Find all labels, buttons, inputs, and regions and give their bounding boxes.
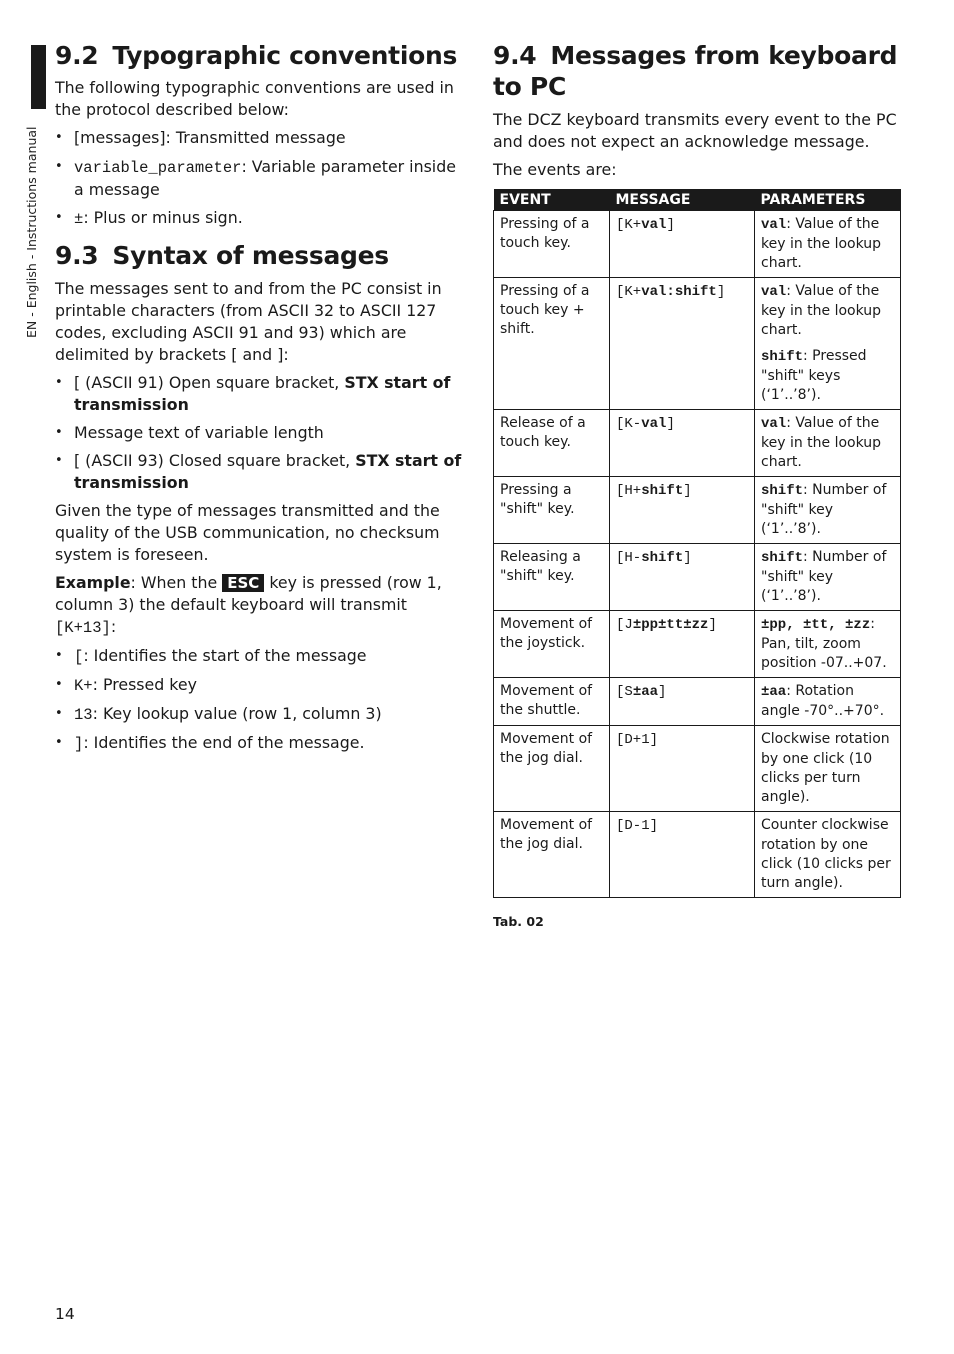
param-code: val <box>761 283 787 300</box>
table-caption: Tab. 02 <box>493 913 544 929</box>
list-item <box>55 703 465 726</box>
msg-pre: [J <box>616 616 633 633</box>
list-item <box>55 732 465 755</box>
parameters-cell <box>755 409 901 476</box>
example-label: Example <box>55 572 131 592</box>
message-cell <box>610 725 755 811</box>
param-entry <box>761 414 894 472</box>
table-row <box>494 277 901 409</box>
s94-intro: The DCZ keyboard transmits every event to the PC and does not expect an acknowledge message. <box>493 109 897 151</box>
msg-pre: [S <box>616 683 633 700</box>
event-cell: Pressing of a touch key. <box>494 210 610 277</box>
example-list <box>55 645 465 755</box>
parameters-cell <box>755 811 901 897</box>
table-row <box>494 610 901 677</box>
item-text: : Key lookup value (row 1, column 3) <box>92 703 382 723</box>
list-item <box>55 372 465 416</box>
table-row <box>494 409 901 476</box>
param-text: Clockwise rotation by one click (10 clicks per turn angle). <box>761 730 890 805</box>
section-9-2-heading <box>55 40 465 71</box>
msg-pre: [K+ <box>616 283 642 300</box>
table-row <box>494 811 901 897</box>
s93-intro: The messages sent to and from the PC consist in printable characters (from ASCII 32 to ASCII 127 codes, excluding ASCII 91 and 93) which are delimited by brackets [ and ]: <box>55 278 442 364</box>
item-text: : Variable parameter inside a message <box>74 157 456 200</box>
table-row <box>494 725 901 811</box>
list-item <box>55 422 465 444</box>
example-text: : When the <box>130 572 223 592</box>
item-text: : Plus or minus sign. <box>83 208 243 228</box>
table-row <box>494 476 901 543</box>
item-code: [ <box>74 647 84 666</box>
page-number: 14 <box>55 1305 75 1323</box>
column-header: PARAMETERS <box>755 189 901 211</box>
column-header: EVENT <box>494 189 610 211</box>
param-code: shift <box>761 348 804 365</box>
list-item <box>55 156 465 201</box>
message-cell <box>610 677 755 725</box>
param-text: : Rotation angle -70°..+70°. <box>761 682 885 719</box>
s92-list <box>55 127 465 230</box>
list-item <box>55 645 465 668</box>
param-code: shift <box>761 549 804 566</box>
param-code: ±pp, ±tt, ±zz <box>761 616 871 633</box>
msg-post: ] <box>683 549 692 566</box>
s92-intro: The following typographic conventions are used in the protocol described below: <box>55 78 454 120</box>
msg-post: ] <box>658 683 667 700</box>
parameters-cell <box>755 543 901 610</box>
sidebar-marker <box>31 45 46 109</box>
esc-key-badge: ESC <box>222 574 264 592</box>
param-entry <box>761 730 894 807</box>
sidebar-label: EN - English - Instructions manual <box>24 126 39 338</box>
param-entry <box>761 481 894 539</box>
param-entry <box>761 282 894 340</box>
item-bold: STX start of transmission <box>74 372 451 414</box>
item-text: [messages]: Transmitted message <box>74 128 346 148</box>
parameters-cell <box>755 677 901 725</box>
param-code: val <box>761 415 787 432</box>
s93-list <box>55 372 465 494</box>
param-entry <box>761 615 894 673</box>
item-code: ] <box>74 734 84 753</box>
column-header: MESSAGE <box>610 189 755 211</box>
msg-pre: [D+1] <box>616 731 659 748</box>
event-cell: Movement of the shuttle. <box>494 677 610 725</box>
section-9-3-heading <box>55 240 465 271</box>
item-code: ± <box>74 210 84 229</box>
example-code: [K+13] <box>55 618 111 637</box>
param-text: Counter clockwise rotation by one click (10 clicks per turn angle). <box>761 816 891 891</box>
event-cell: Pressing a "shift" key. <box>494 476 610 543</box>
parameters-cell <box>755 277 901 409</box>
param-entry <box>761 816 894 893</box>
item-text: : Identifies the start of the message <box>83 645 367 665</box>
section-number: 9.2 <box>55 41 99 70</box>
event-cell: Release of a touch key. <box>494 409 610 476</box>
message-cell <box>610 476 755 543</box>
msg-pre: [K+ <box>616 216 642 233</box>
events-label: The events are: <box>493 159 617 179</box>
param-text: : Value of the key in the lookup chart. <box>761 414 882 470</box>
message-cell <box>610 610 755 677</box>
list-item <box>55 207 465 230</box>
message-cell <box>610 409 755 476</box>
msg-bold: ±aa <box>632 683 659 700</box>
msg-bold: val <box>641 216 667 233</box>
param-code: val <box>761 216 787 233</box>
table-row <box>494 210 901 277</box>
section-title: Syntax of messages <box>112 241 389 271</box>
param-entry <box>761 215 894 273</box>
event-cell: Movement of the jog dial. <box>494 725 610 811</box>
msg-post: ] <box>716 283 726 300</box>
table-body <box>494 210 901 897</box>
param-text: : Pressed "shift" keys (‘1’..’8’). <box>761 347 867 403</box>
item-text: [ (ASCII 93) Closed square bracket, <box>74 450 356 470</box>
parameters-cell <box>755 210 901 277</box>
item-code: variable_parameter <box>74 159 242 178</box>
list-item <box>55 127 465 150</box>
item-code: 13 <box>74 705 93 724</box>
parameters-cell <box>755 610 901 677</box>
section-9-4-heading <box>493 40 900 103</box>
msg-pre: [H- <box>616 549 642 566</box>
msg-bold: val:shift <box>641 283 717 300</box>
param-text: : Number of "shift" key (‘1’..’8’). <box>761 548 887 604</box>
parameters-cell <box>755 476 901 543</box>
msg-bold: shift <box>641 549 684 566</box>
example-text: : <box>110 616 117 636</box>
param-entry <box>761 682 894 721</box>
param-entry <box>761 548 894 606</box>
param-code: ±aa <box>761 683 787 700</box>
msg-post: ] <box>666 415 675 432</box>
left-column <box>55 40 465 755</box>
item-text: : Identifies the end of the message. <box>83 732 365 752</box>
msg-post: ] <box>683 482 692 499</box>
example-text: key is pressed (row 1, column 3) the default keyboard will transmit <box>55 572 442 614</box>
item-text: : Pressed key <box>92 674 197 694</box>
list-item <box>55 450 465 494</box>
table-header-row <box>494 189 901 211</box>
message-cell <box>610 543 755 610</box>
event-cell: Movement of the jog dial. <box>494 811 610 897</box>
event-cell: Pressing of a touch key + shift. <box>494 277 610 409</box>
section-number: 9.4 <box>493 41 537 70</box>
msg-post: ] <box>708 616 717 633</box>
item-code: K+ <box>74 676 93 695</box>
table-row <box>494 543 901 610</box>
msg-bold: shift <box>641 482 684 499</box>
section-title: Typographic conventions <box>112 41 458 70</box>
message-cell <box>610 210 755 277</box>
param-text: : Value of the key in the lookup chart. <box>761 282 882 338</box>
item-bold: STX start of transmission <box>74 450 462 492</box>
table-row <box>494 677 901 725</box>
msg-pre: [H+ <box>616 482 642 499</box>
list-item <box>55 674 465 697</box>
msg-pre: [D-1] <box>616 817 659 834</box>
message-cell <box>610 811 755 897</box>
param-text: : Pan, tilt, zoom position -07..+07. <box>761 615 887 671</box>
param-text: : Number of "shift" key (‘1’..’8’). <box>761 481 887 537</box>
event-cell: Releasing a "shift" key. <box>494 543 610 610</box>
param-text: : Value of the key in the lookup chart. <box>761 215 882 271</box>
msg-bold: val <box>641 415 667 432</box>
item-text: [ (ASCII 91) Open square bracket, <box>74 372 345 392</box>
message-cell <box>610 277 755 409</box>
param-code: shift <box>761 482 804 499</box>
parameters-cell <box>755 725 901 811</box>
msg-pre: [K- <box>616 415 642 432</box>
events-table <box>493 189 901 898</box>
msg-bold: ±pp±tt±zz <box>632 616 709 633</box>
msg-post: ] <box>666 216 675 233</box>
section-number: 9.3 <box>55 241 99 271</box>
s93-example <box>55 572 465 639</box>
section-title: Messages from keyboard to PC <box>493 41 898 102</box>
right-column <box>493 40 900 929</box>
s93-para2: Given the type of messages transmitted and the quality of the USB communication, no checksum system is foreseen. <box>55 500 440 564</box>
item-text: Message text of variable length <box>74 422 324 442</box>
param-entry <box>761 347 894 405</box>
event-cell: Movement of the joystick. <box>494 610 610 677</box>
